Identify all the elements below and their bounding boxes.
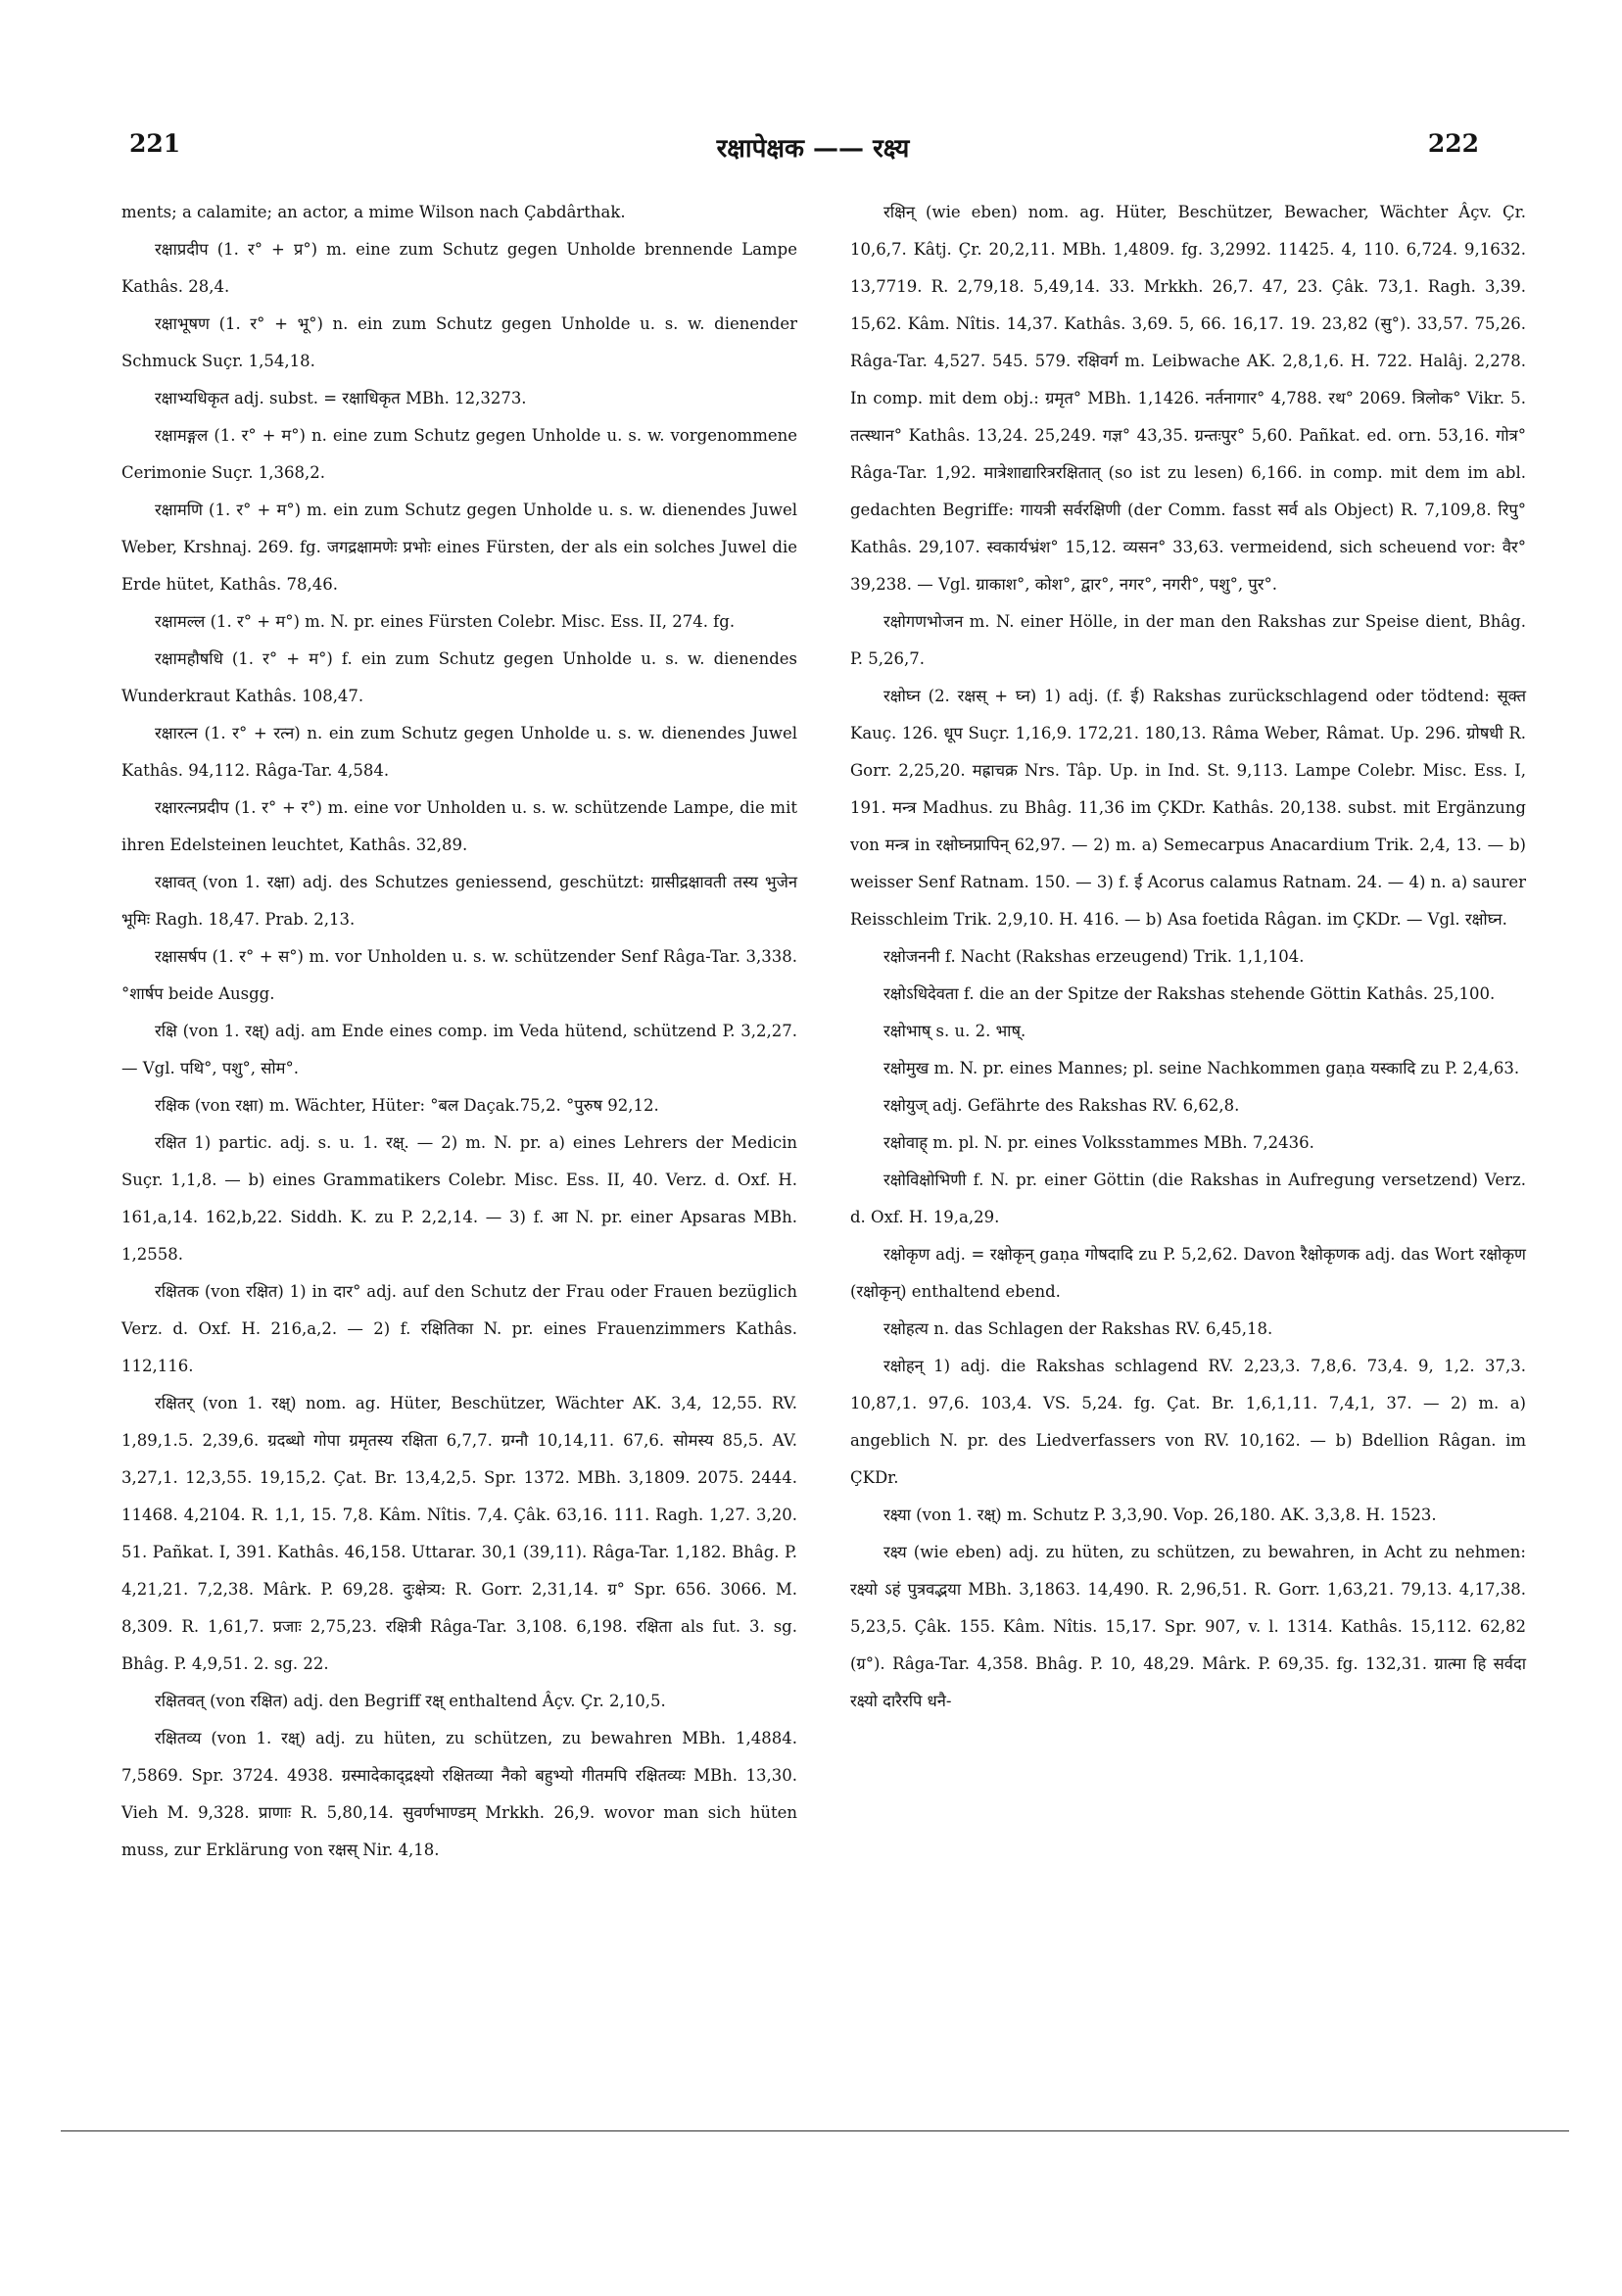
dictionary-entry: रक्षितवत् (von रक्षित) adj. den Begriff रक्ष् enthaltend Âçv. Çr. 2,10,5. [155, 1692, 666, 1710]
dictionary-entry: रक्षारत्नप्रदीप (1. र° + र°) m. eine vor Unholden u. s. w. schützende Lampe, die mit ihren Edelsteinen leuchtet, Kathâs. 32,89. [121, 798, 797, 854]
dictionary-entry: रक्षितव्य (von 1. रक्ष्) adj. zu hüten, zu schützen, zu bewahren MBh. 1,4884. 7,5869. Spr. 3724. 4938. ग्रस्मादेकाद्द्रक्ष्यो रक्षितव्या नैको बहुभ्यो गीतमपि रक्षितव्यः MBh. 13,30. Vieh M. 9,328. प्राणाः R. 5,80,14. सुवर्णभाण्डम् Mrkkh. 26,9. wovor man sich hüten muss, zur Erklärung von रक्षस् Nir. 4,18. [121, 1729, 797, 1859]
right-column [850, 194, 1526, 1720]
dictionary-entry: रक्षिन् (wie eben) nom. ag. Hüter, Beschützer, Bewacher, Wächter Âçv. Çr. 10,6,7. Kâtj. Çr. 20,2,11. MBh. 1,4809. fg. 3,2992. 11425. 4, 110. 6,724. 9,1632. 13,7719. R. 2,79,18. 5,49,14. 33. Mrkkh. 26,7. 47, 23. Çâk. 73,1. Ragh. 3,39. 15,62. Kâm. Nîtis. 14,37. Kathâs. 3,69. 5, 66. 16,17. 19. 23,82 (सु°). 33,57. 75,26. Râga-Tar. 4,527. 545. 579. रक्षिवर्ग m. Leibwache AK. 2,8,1,6. H. 722. Halâj. 2,278. In comp. mit dem obj.: ग्रमृत° MBh. 1,1426. नर्तनागार° 4,788. रथ° 2069. त्रिलोक° Vikr. 5. तत्स्थान° Kathâs. 13,24. 25,249. गज्ञ° 43,35. ग्रन्तःपुर° 5,60. Pañkat. ed. orn. 53,16. गोत्र° Râga-Tar. 1,92. मात्रेशाद्यारित्ररक्षितात् (so ist zu lesen) 6,166. in comp. mit dem im abl. gedachten Begriffe: गायत्री सर्वरक्षिणी (der Comm. fasst सर्व als Object) R. 7,109,8. रिपु° Kathâs. 29,107. स्वकार्यभ्रंश° 15,12. व्यसन° 33,63. vermeidend, sich scheuend vor: वैर° 39,238. — Vgl. ग्राकाश°, कोश°, द्वार°, नगर°, नगरी°, पशु°, पुर°. [850, 203, 1526, 594]
dictionary-entry: रक्षोकृण adj. = रक्षोकृन् gaṇa गोषदादि zu P. 5,2,62. Davon रैक्षोकृणक adj. das Wort रक्षोकृण (रक्षोकृन्) enthaltend ebend. [850, 1245, 1526, 1301]
page-number-right: 222 [1427, 129, 1479, 158]
dictionary-entry: रक्षितर् (von 1. रक्ष्) nom. ag. Hüter, Beschützer, Wächter AK. 3,4, 12,55. RV. 1,89,1.5. 2,39,6. ग्रदब्धो गोपा ग्रमृतस्य रक्षिता 6,7,7. ग्रग्नौ 10,14,11. 67,6. सोमस्य 85,5. AV. 3,27,1. 12,3,55. 19,15,2. Çat. Br. 13,4,2,5. Spr. 1372. MBh. 3,1809. 2075. 2444. 11468. 4,2104. R. 1,1, 15. 7,8. Kâm. Nîtis. 7,4. Çâk. 63,16. 111. Ragh. 1,27. 3,20. 51. Pañkat. I, 391. Kathâs. 46,158. Uttarar. 30,1 (39,11). Râga-Tar. 1,182. Bhâg. P. 4,21,21. 7,2,38. Mârk. P. 69,28. दुःक्षेत्र्य: R. Gorr. 2,31,14. ग्र° Spr. 656. 3066. M. 8,309. R. 1,61,7. प्रजाः 2,75,23. रक्षित्री Râga-Tar. 3,108. 6,198. रक्षिता als fut. 3. sg. Bhâg. P. 4,9,51. 2. sg. 22. [121, 1394, 797, 1673]
dictionary-entry: रक्षितक (von रक्षित) 1) in दार° adj. auf den Schutz der Frau oder Frauen bezüglich Verz. d. Oxf. H. 216,a,2. — 2) f. रक्षितिका N. pr. eines Frauenzimmers Kathâs. 112,116. [121, 1282, 797, 1375]
dictionary-entry: रक्षामणि (1. र° + म°) m. ein zum Schutz gegen Unholde u. s. w. dienendes Juwel Weber, Krshnaj. 269. fg. जगद्रक्षामणेः प्रभोः eines Fürsten, der als ein solches Juwel die Erde hütet, Kathâs. 78,46. [121, 501, 797, 594]
running-title: रक्षापेक्षक —— रक्ष्य [716, 134, 910, 164]
dictionary-entry: रक्षासर्षप (1. र° + स°) m. vor Unholden u. s. w. schützender Senf Râga-Tar. 3,338. °शार्षप beide Ausgg. [121, 947, 797, 1003]
page-number-left: 221 [129, 129, 181, 158]
dictionary-entry: रक्षामहौषधि (1. र° + म°) f. ein zum Schutz gegen Unholde u. s. w. dienendes Wunderkraut Kathâs. 108,47. [121, 649, 797, 705]
dictionary-entry: रक्षोऽधिदेवता f. die an der Spitze der Rakshas stehende Göttin Kathâs. 25,100. [883, 984, 1496, 1003]
dictionary-entry: रक्षाप्रदीप (1. र° + प्र°) m. eine zum Schutz gegen Unholde brennende Lampe Kathâs. 28,4. [121, 240, 797, 296]
dictionary-entry: रक्षोभाष् s. u. 2. भाष्. [883, 1022, 1026, 1040]
dictionary-entry: रक्षित 1) partic. adj. s. u. 1. रक्ष्. — 2) m. N. pr. a) eines Lehrers der Medicin Suçr. 1,1,8. — b) eines Grammatikers Colebr. Misc. Ess. II, 40. Verz. d. Oxf. H. 161,a,14. 162,b,22. Siddh. K. zu P. 2,2,14. — 3) f. आ N. pr. einer Apsaras MBh. 1,2558. [121, 1133, 797, 1264]
dictionary-entry: रक्षाभ्यधिकृत adj. subst. = रक्षाधिकृत MBh. 12,3273. [155, 389, 527, 407]
dictionary-entry: रक्षोघ्न (2. रक्षस् + घ्न) 1) adj. (f. ई) Rakshas zurückschlagend oder tödtend: सूक्त Kauç. 126. धूप Suçr. 1,16,9. 172,21. 180,13. Râma Weber, Râmat. Up. 296. ग्रोषधी R. Gorr. 2,25,20. मह्राचक्र Nrs. Tâp. Up. in Ind. St. 9,113. Lampe Colebr. Misc. Ess. I, 191. मन्त्र Madhus. zu Bhâg. 11,36 im ÇKDr. Kathâs. 20,138. subst. mit Ergänzung von मन्त्र in रक्षोघ्नप्रापिन् 62,97. — 2) m. a) Semecarpus Anacardium Trik. 2,4, 13. — b) weisser Senf Ratnam. 150. — 3) f. ई Acorus calamus Ratnam. 24. — 4) n. a) saurer Reisschleim Trik. 2,9,10. H. 416. — b) Asa foetida Râgan. im ÇKDr. — Vgl. रक्षोघ्न. [850, 687, 1526, 929]
dictionary-entry: रक्षावत् (von 1. रक्षा) adj. des Schutzes geniessend, geschützt: ग्रासीद्रक्षावती तस्य भुजेन भूमिः Ragh. 18,47. Prab. 2,13. [121, 873, 797, 929]
dictionary-entry: रक्षोयुज् adj. Gefährte des Rakshas RV. 6,62,8. [883, 1096, 1240, 1115]
dictionary-entry: रक्षोवाह् m. pl. N. pr. eines Volksstammes MBh. 7,2436. [883, 1133, 1314, 1152]
dictionary-entry: रक्षिक (von रक्षा) m. Wächter, Hüter: °बल Daçak.75,2. °पुरुष 92,12. [155, 1096, 659, 1115]
dictionary-entry: रक्षोमुख m. N. pr. eines Mannes; pl. seine Nachkommen gaṇa यस्कादि zu P. 2,4,63. [883, 1059, 1520, 1077]
left-column [121, 194, 797, 1869]
dictionary-entry: रक्षि (von 1. रक्ष्) adj. am Ende eines comp. im Veda hütend, schützend P. 3,2,27. — Vgl. पथि°, पशु°, सोम°. [121, 1022, 797, 1077]
page-header [127, 129, 1499, 168]
dictionary-entry: रक्ष्य (wie eben) adj. zu hüten, zu schützen, zu bewahren, in Acht zu nehmen: रक्ष्यो ऽहं पुत्रवद्भया MBh. 3,1863. 14,490. R. 2,96,51. R. Gorr. 1,63,21. 79,13. 4,17,38. 5,23,5. Çâk. 155. Kâm. Nîtis. 15,17. Spr. 907, v. l. 1314. Kathâs. 15,112. 62,82 (ग्र°). Râga-Tar. 4,358. Bhâg. P. 10, 48,29. Mârk. P. 69,35. fg. 132,31. ग्रात्मा हि सर्वदा रक्ष्यो दारैरपि धनै- [850, 1543, 1526, 1710]
dictionary-entry: ments; a calamite; an actor, a mime Wilson nach Çabdârthak. [121, 203, 626, 221]
dictionary-entry: रक्षामङ्गल (1. र° + म°) n. eine zum Schutz gegen Unholde u. s. w. vorgenommene Cerimonie Suçr. 1,368,2. [121, 426, 797, 482]
dictionary-entry: रक्षोविक्षोभिणी f. N. pr. einer Göttin (die Rakshas in Aufregung versetzend) Verz. d. Oxf. H. 19,a,29. [850, 1171, 1526, 1226]
dictionary-entry: रक्षाभूषण (1. र° + भू°) n. ein zum Schutz gegen Unholde u. s. w. dienender Schmuck Suçr. 1,54,18. [121, 314, 797, 370]
footer-rule [61, 2130, 1569, 2131]
dictionary-entry: रक्षारत्न (1. र° + रत्न) n. ein zum Schutz gegen Unholde u. s. w. dienendes Juwel Kathâs. 94,112. Râga-Tar. 4,584. [121, 724, 797, 780]
dictionary-entry: रक्षोहन् 1) adj. die Rakshas schlagend RV. 2,23,3. 7,8,6. 73,4. 9, 1,2. 37,3. 10,87,1. 97,6. 103,4. VS. 5,24. fg. Çat. Br. 1,6,1,11. 7,4,1, 37. — 2) m. a) angeblich N. pr. des Liedverfassers von RV. 10,162. — b) Bdellion Râgan. im ÇKDr. [850, 1357, 1526, 1487]
dictionary-entry: रक्षोजननी f. Nacht (Rakshas erzeugend) Trik. 1,1,104. [883, 947, 1305, 966]
dictionary-entry: रक्षामल्ल (1. र° + म°) m. N. pr. eines Fürsten Colebr. Misc. Ess. II, 274. fg. [155, 612, 736, 631]
dictionary-entry: रक्षोगणभोजन m. N. einer Hölle, in der man den Rakshas zur Speise dient, Bhâg. P. 5,26,7. [850, 612, 1526, 668]
dictionary-entry: रक्षोहत्य n. das Schlagen der Rakshas RV. 6,45,18. [883, 1319, 1273, 1338]
dictionary-entry: रक्ष्या (von 1. रक्ष्) m. Schutz P. 3,3,90. Vop. 26,180. AK. 3,3,8. H. 1523. [883, 1506, 1437, 1524]
